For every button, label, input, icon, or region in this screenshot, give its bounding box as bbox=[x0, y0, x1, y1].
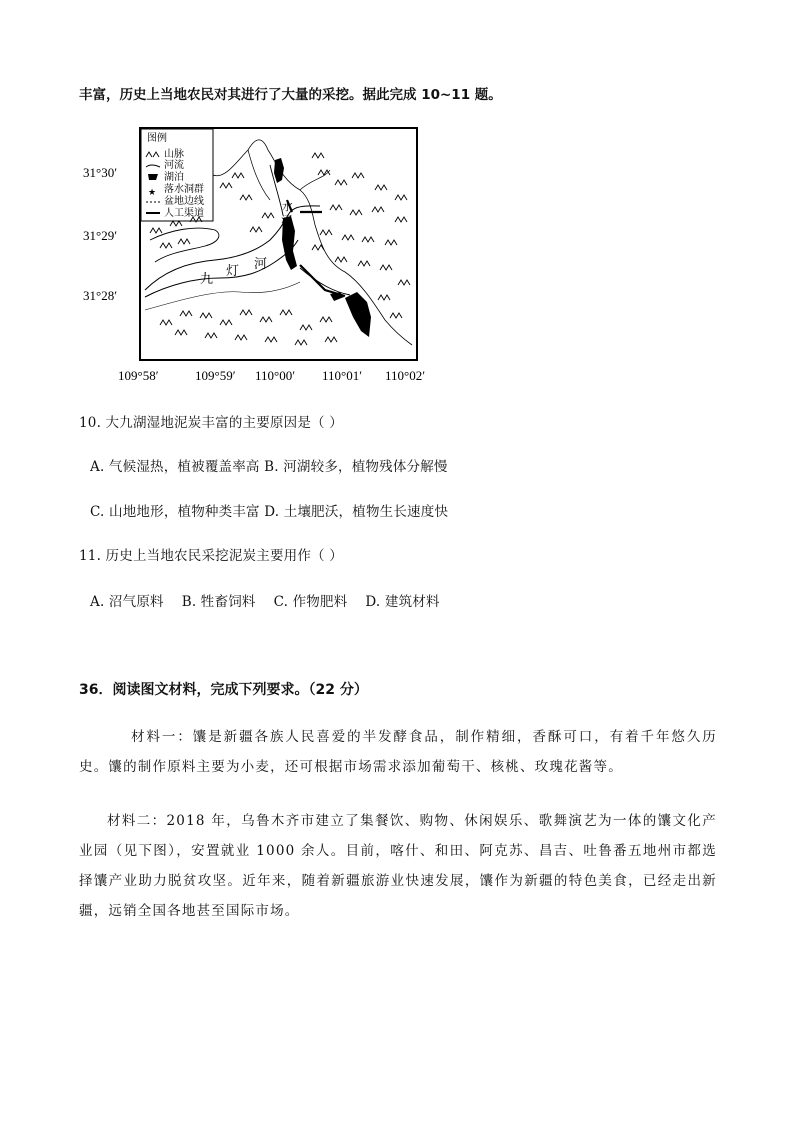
legend-label-1: 河流 bbox=[164, 160, 184, 171]
lon-label-2: 110°00′ bbox=[255, 368, 296, 383]
lat-label-1: 31°29′ bbox=[83, 228, 118, 243]
q10-options-ab: A. 气候湿热，植被覆盖率高 B. 河湖较多，植物残体分解慢 bbox=[90, 459, 448, 475]
q36-heading: 36．阅读图文材料，完成下列要求。（22 分） bbox=[79, 682, 368, 698]
lat-label-0: 31°30′ bbox=[83, 165, 118, 180]
material-2: 材料二：2018 年，乌鲁木齐市建立了集餐饮、购物、休闲娱乐、歌舞演艺为一体的馕文化产业园（见下图），安置就业 1000 余人。目前，喀什、和田、阿克苏、昌吉、吐鲁番五地州市都选择馕产业助力脱贫攻坚。近年来，随着新疆旅游业快速发展，馕作为新疆的特色美食，已经走出新疆，远销全国各地甚至国际市场。 bbox=[79, 813, 717, 919]
lon-label-1: 109°59′ bbox=[195, 368, 236, 383]
label-jiudeng-3: 河 bbox=[254, 257, 268, 272]
legend-label-5: 人工渠道 bbox=[164, 208, 204, 219]
map-figure bbox=[0, 0, 794, 400]
legend-sinkhole-icon: ★ bbox=[148, 188, 157, 198]
label-shuiche-2: 河 bbox=[281, 214, 292, 227]
lat-label-2: 31°28′ bbox=[83, 288, 118, 303]
legend-label-4: 盆地边线 bbox=[164, 196, 204, 207]
material-1: 材料一：馕是新疆各族人民喜爱的半发酵食品，制作精细，香酥可口，有着千年悠久历史。馕的制作原料主要为小麦，还可根据市场需求添加葡萄干、核桃、玫瑰花酱等。 bbox=[79, 729, 717, 775]
legend-label-2: 湖泊 bbox=[164, 172, 184, 183]
q11-options: A. 沼气原料 B. 牲畜饲料 C. 作物肥料 D. 建筑材料 bbox=[90, 594, 440, 610]
intro-text: 丰富，历史上当地农民对其进行了大量的采挖。据此完成 10~11 题。 bbox=[79, 87, 502, 103]
label-jiudeng-2: 灯 bbox=[226, 264, 240, 279]
label-jiudeng-1: 九 bbox=[200, 272, 214, 287]
lon-label-3: 110°01′ bbox=[322, 368, 363, 383]
q10-options-cd: C. 山地地形，植物种类丰富 D. 土壤肥沃，植物生长速度快 bbox=[90, 504, 449, 520]
lon-label-4: 110°02′ bbox=[385, 368, 426, 383]
lon-label-0: 109°58′ bbox=[118, 368, 159, 383]
q10-stem: 10. 大九湖湿地泥炭丰富的主要原因是（ ） bbox=[79, 415, 343, 431]
q11-stem: 11. 历史上当地农民采挖泥炭主要用作（ ） bbox=[79, 548, 343, 564]
legend-label-3: 落水洞群 bbox=[164, 184, 204, 195]
legend-label-0: 山脉 bbox=[164, 149, 184, 160]
legend-title: 图例 bbox=[147, 133, 167, 144]
label-shuiche-1: 水 bbox=[282, 200, 293, 213]
